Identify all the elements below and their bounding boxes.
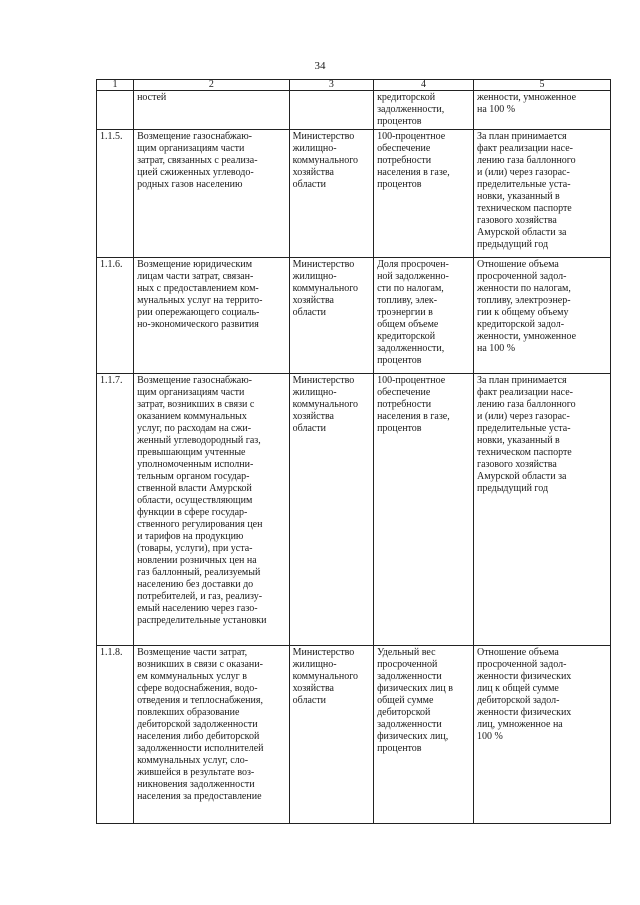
indicator: 100-процентное обеспечение потребности населения в газе, процентов [374,374,474,646]
table-row [97,91,611,130]
responsible-executor: Министерство жилищно- коммунального хозяйства области [289,130,373,258]
row-number: 1.1.6. [97,258,134,374]
table-header-row [97,80,611,91]
indicator: 100-процентное обеспечение потребности населения в газе, процентов [374,130,474,258]
column-number-4: 4 [374,80,474,91]
measure-name: Возмещение юридическим лицам части затрат, связан- ных с предоставлением ком- мунальных услуг на террито- рии опережающего социаль- но-экономического развития [134,258,290,374]
row-number: 1.1.5. [97,130,134,258]
column-number-1: 1 [97,80,134,91]
column-number-5: 5 [473,80,610,91]
table-row [97,374,611,646]
calculation-method: За план принимается факт реализации насе- лению газа баллонного и (или) через газорас- пределительные уста- новки, указанный в техническом паспорте газового хозяйства Амурской области за предыдущий год [473,130,610,258]
calculation-method: За план принимается факт реализации насе- лению газа баллонного и (или) через газорас- пределительные уста- новки, указанный в техническом паспорте газового хозяйства Амурской области за предыдущий год [473,374,610,646]
measures-table [96,79,611,824]
responsible-executor: Министерство жилищно- коммунального хозяйства области [289,646,373,824]
measure-name: Возмещение газоснабжаю- щим организациям части затрат, связанных с реализа- цией сжиженных углеводо- родных газов населению [134,130,290,258]
row-number [97,91,134,130]
measure-name: ностей [134,91,290,130]
measure-name: Возмещение газоснабжаю- щим организациям части затрат, возникших в связи с оказанием коммунальных услуг, по расходам на сжи- женный углеводородный газ, превышающим учтенные уполномоченным исполни- тельным органом государ- ственной власти Амурской области, осуществляющим функции в сфере государ- ственного регулирования цен и тарифов на продукцию (товары, услуги), при уста- новлении розничных цен на газ баллонный, реализуемый населению без доставки до потребителей, и газ, реализу- емый населению через газо- распределительные установки [134,374,290,646]
calculation-method: Отношение объема просроченной задол- женности по налогам, топливу, электроэнер- гии к общему объему кредиторской задол- женности, умноженное на 100 % [473,258,610,374]
page-number: 34 [314,60,326,72]
column-number-2: 2 [134,80,290,91]
responsible-executor [289,91,373,130]
row-number: 1.1.8. [97,646,134,824]
table-row [97,258,611,374]
indicator: кредиторской задолженности, процентов [374,91,474,130]
table-row [97,130,611,258]
measure-name: Возмещение части затрат, возникших в связи с оказани- ем коммунальных услуг в сфере водоснабжения, водо- отведения и теплоснабжения, повлекших образование дебиторской задолженности населения либо дебиторской задолженности исполнителей коммунальных услуг, сло- жившейся в результате воз- никновения задолженности населения за предоставление [134,646,290,824]
indicator: Доля просрочен- ной задолженно- сти по налогам, топливу, элек- троэнергии в общем объеме кредиторской задолженности, процентов [374,258,474,374]
calculation-method: женности, умноженное на 100 % [473,91,610,130]
column-number-3: 3 [289,80,373,91]
indicator: Удельный вес просроченной задолженности физических лиц в общей сумме дебиторской задолженности физических лиц, процентов [374,646,474,824]
row-number: 1.1.7. [97,374,134,646]
responsible-executor: Министерство жилищно- коммунального хозяйства области [289,374,373,646]
calculation-method: Отношение объема просроченной задол- женности физических лиц к общей сумме дебиторской задол- женности физических лиц, умноженное на 100 % [473,646,610,824]
table-row [97,646,611,824]
responsible-executor: Министерство жилищно- коммунального хозяйства области [289,258,373,374]
